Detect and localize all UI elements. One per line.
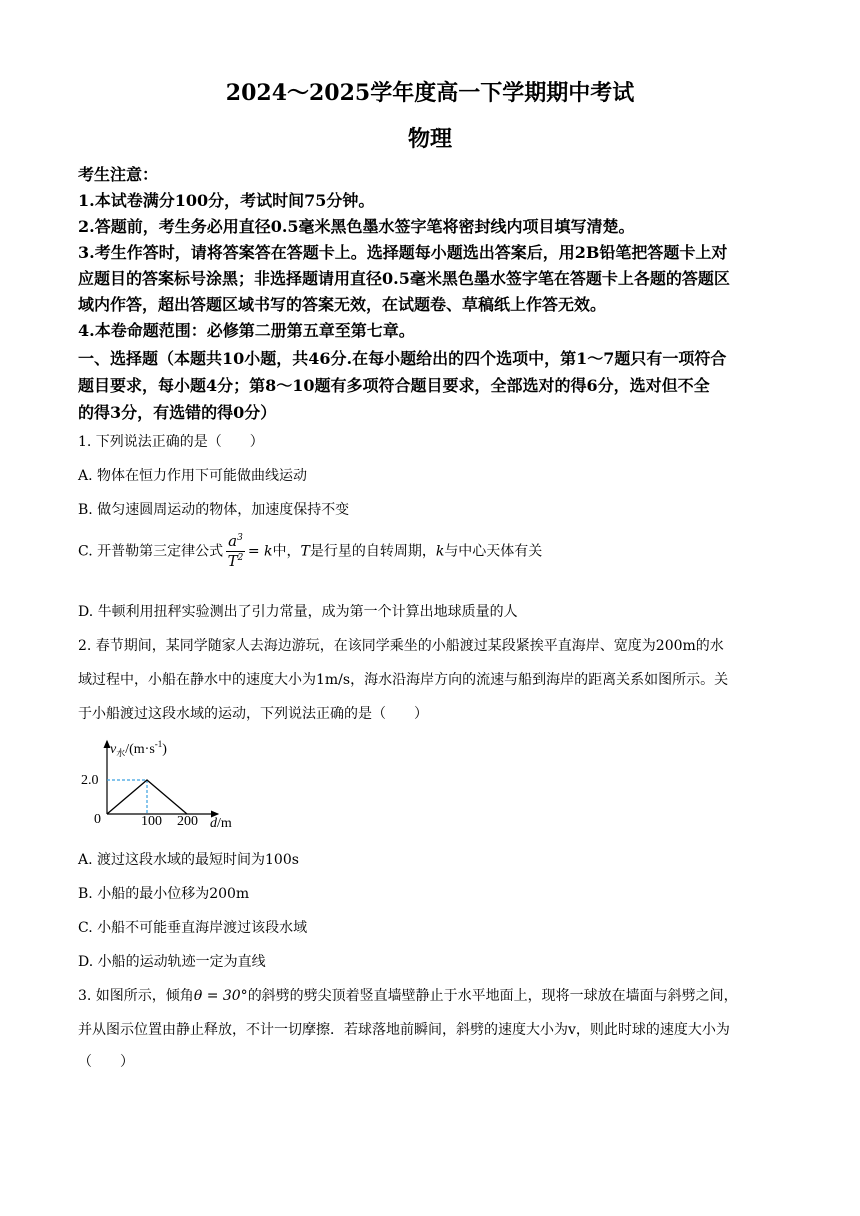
x-tick-label-200: 200	[177, 814, 198, 829]
x-tick-label-0: 0	[94, 812, 101, 827]
notice-item-3a: 3.考生作答时，请将答案答在答题卡上。选择题每小题选出答案后，用2B铅笔把答题卡上对	[78, 243, 728, 262]
fraction-denominator: T	[227, 552, 238, 570]
q3-stem-suffix: 的斜劈的劈尖顶着竖直墙壁静止于水平地面上，现将一球放在墙面与斜劈之间，	[247, 988, 738, 1004]
q1-option-c	[78, 534, 542, 569]
section1-line-1: 一、选择题（本题共10小题，共46分.在每小题给出的四个选项中，第1～7题只有一项符合	[78, 349, 727, 368]
subject-title: 物理	[407, 126, 452, 152]
notice-item-3c: 域内作答，超出答题区域书写的答案无效，在试题卷、草稿纸上作答无效。	[78, 295, 607, 314]
y-label-var: v	[110, 742, 117, 757]
q3-stem-line-1	[78, 985, 738, 1005]
x-label-unit: /m	[217, 816, 232, 831]
notice-item-1: 1.本试卷满分100分，考试时间75分钟。	[78, 191, 375, 210]
section1-line-3: 的得3分，有选错的得0分）	[78, 403, 277, 422]
q1-option-c-prefix: C. 开普勒第三定律公式	[78, 543, 224, 560]
fraction-numerator: a	[228, 532, 238, 550]
theta-angle: θ = 30°	[193, 988, 248, 1004]
q3-stem-prefix: 3. 如图所示，倾角	[78, 988, 194, 1004]
notice-item-2: 2.答题前，考生务必用直径0.5毫米黑色墨水签字笔将密封线内项目填写清楚。	[78, 217, 635, 236]
q2-option-d: D. 小船的运动轨迹一定为直线	[78, 954, 266, 970]
q2-stem-line-2: 域过程中，小船在静水中的速度大小为1m/s，海水沿海岸方向的流速与船到海岸的距离关系如图所示。关	[78, 672, 729, 688]
q2-option-a: A. 渡过这段水域的最短时间为100s	[78, 852, 299, 868]
x-tick-label-100: 100	[141, 814, 162, 829]
q1-option-c-k: k	[435, 543, 445, 560]
notice-item-3b: 应题目的答案标号涂黑；非选择题请用直径0.5毫米黑色墨水签字笔在答题卡上各题的答题区	[78, 269, 730, 288]
numerator-exponent: 3	[237, 533, 243, 543]
y-label-sub: 水	[116, 748, 126, 758]
x-label-var: d	[210, 816, 217, 831]
q1-option-c-mid2: 是行星的自转周期，	[309, 543, 436, 560]
q2-option-b: B. 小船的最小位移为200m	[78, 886, 250, 902]
q1-stem: 1. 下列说法正确的是（ ）	[78, 434, 264, 450]
q1-option-a: A. 物体在恒力作用下可能做曲线运动	[78, 468, 308, 484]
kepler-fraction	[226, 534, 245, 569]
q1-option-c-mid1: 中，	[272, 543, 301, 560]
y-label-exp: -1	[154, 739, 163, 749]
notice-item-4: 4.本卷命题范围：必修第二册第五章至第七章。	[78, 321, 415, 340]
notice-heading: 考生注意：	[78, 165, 159, 184]
denominator-exponent: 2	[237, 553, 244, 563]
q2-stem-line-1: 2. 春节期间，某同学随家人去海边游玩，在该同学乘坐的小船渡过某段紧挨平直海岸、宽度为200m的水	[78, 638, 724, 654]
q3-answer-bracket: （ ）	[78, 1054, 134, 1070]
exam-title: 2024～2025学年度高一下学期期中考试	[225, 80, 635, 106]
q1-option-b: B. 做匀速圆周运动的物体，加速度保持不变	[78, 502, 350, 518]
x-axis-label	[210, 816, 232, 831]
section1-line-2: 题目要求，每小题4分；第8～10题有多项符合题目要求，全部选对的得6分，选对但不全	[78, 376, 710, 395]
y-axis-label	[110, 739, 167, 758]
q1-option-c-T: T	[300, 543, 310, 560]
q1-option-d: D. 牛顿利用扭秤实验测出了引力常量，成为第一个计算出地球质量的人	[78, 604, 518, 620]
y-tick-label: 2.0	[81, 773, 99, 788]
q1-option-c-suffix: 与中心天体有关	[444, 543, 543, 560]
q2-option-c: C. 小船不可能垂直海岸渡过该段水域	[78, 920, 308, 936]
y-label-close: )	[162, 742, 167, 757]
velocity-distance-graph	[70, 735, 270, 835]
q3-stem-line-2: 并从图示位置由静止释放，不计一切摩擦．若球落地前瞬间，斜劈的速度大小为v，则此时球的速度大小为	[78, 1022, 730, 1038]
kepler-equals-k: = k	[247, 543, 273, 560]
q2-stem-line-3: 于小船渡过这段水域的运动，下列说法正确的是（ ）	[78, 706, 428, 722]
y-label-unit: /(m·s	[125, 742, 155, 757]
